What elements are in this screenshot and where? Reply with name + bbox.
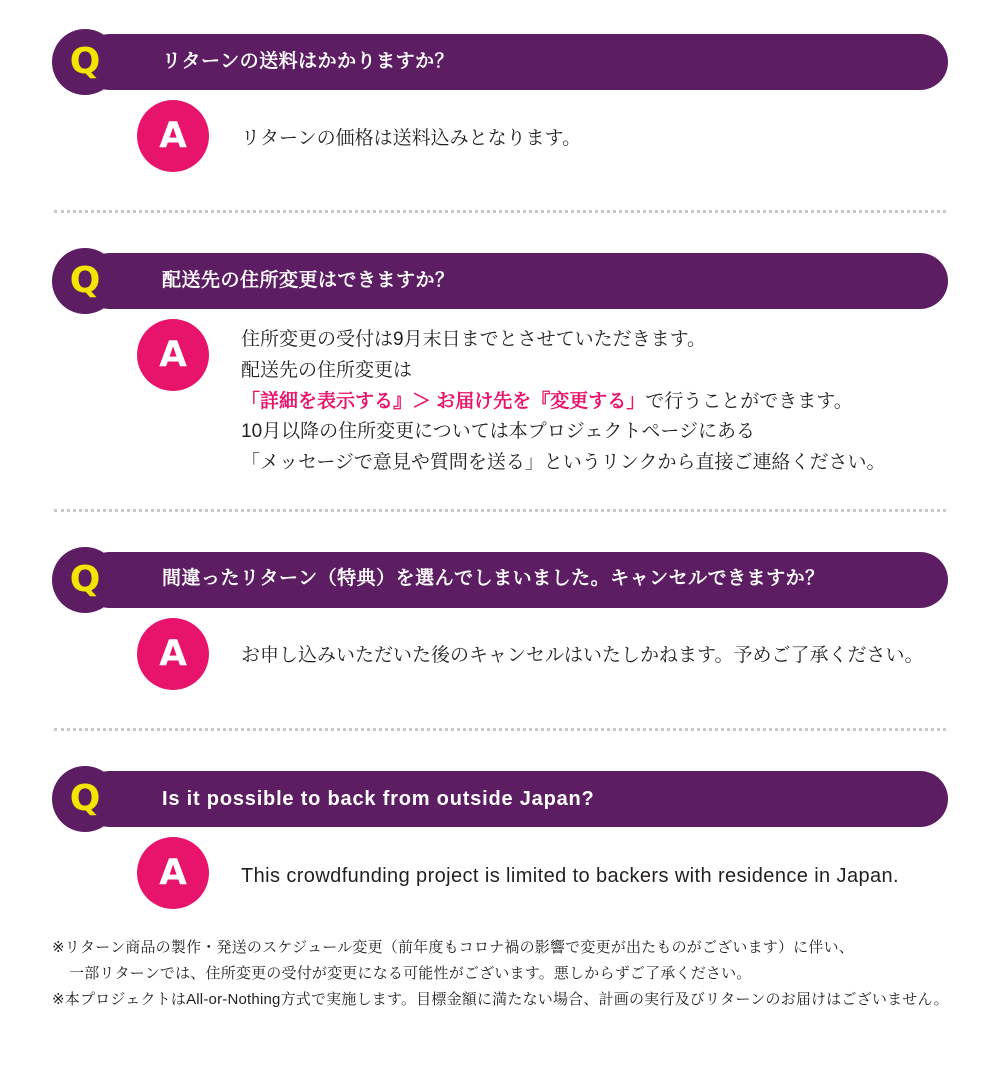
- faq-answer-line: [241, 325, 885, 356]
- faq-question-row: [52, 253, 948, 309]
- question-badge: [52, 766, 118, 832]
- faq-answer-segment: 10月以降の住所変更については本プロジェクトページにある: [241, 421, 755, 443]
- footnotes: [52, 935, 948, 1014]
- faq-answer-segment: This crowdfunding project is limited to backers with residence in Japan.: [241, 864, 899, 887]
- faq-answer-line: [241, 641, 923, 672]
- spacer: [52, 690, 948, 728]
- faq-answer-row: [52, 618, 948, 690]
- faq-answer-segment: で行うことができます。: [645, 390, 853, 412]
- faq-question-row: [52, 771, 948, 827]
- faq-answer-row: [52, 837, 948, 909]
- spacer: [52, 479, 948, 509]
- faq-item: [52, 552, 948, 690]
- faq-question-text: リターンの送料はかかりますか？: [162, 50, 455, 72]
- question-letter: Q: [69, 777, 101, 819]
- spacer: [52, 213, 948, 253]
- faq-answer-text: [241, 854, 899, 892]
- faq-question-bar: [82, 34, 948, 90]
- faq-question-bar: [82, 771, 948, 827]
- faq-answer-line: [241, 417, 885, 448]
- answer-badge: [137, 100, 209, 172]
- faq-answer-row: [52, 319, 948, 479]
- faq-question-row: [52, 34, 948, 90]
- faq-item: [52, 253, 948, 479]
- faq-item: [52, 34, 948, 172]
- faq-answer-segment: 配送先の住所変更は: [241, 359, 413, 381]
- faq-question-bar: [82, 552, 948, 608]
- answer-letter: A: [159, 851, 187, 893]
- answer-badge: [137, 618, 209, 690]
- faq-answer-segment: お申し込みいただいた後のキャンセルはいたしかねます。予めご了承ください。: [241, 645, 924, 667]
- faq-question-text: Is it possible to back from outside Japan?: [162, 787, 595, 810]
- question-letter: Q: [69, 558, 101, 600]
- answer-badge: [137, 837, 209, 909]
- question-badge: [52, 547, 118, 613]
- faq-answer-segment: 「メッセージで意見や質問を送る」というリンクから直接ご連絡ください。: [241, 452, 886, 474]
- faq-answer-row: [52, 100, 948, 172]
- question-badge: [52, 29, 118, 95]
- faq-answer-line: [241, 124, 581, 155]
- question-letter: Q: [69, 41, 101, 82]
- answer-badge: [137, 319, 209, 391]
- answer-letter: A: [159, 115, 187, 156]
- faq-answer-segment: 「詳細を表示する』＞ お届け先を『変更する」: [241, 390, 646, 412]
- faq-answer-line: [241, 448, 885, 479]
- footnote-line: 一部リターンでは、住所変更の受付が変更になる可能性がございます。悪しからずご了承ください。: [69, 965, 752, 983]
- faq-question-text: 間違ったリターン（特典）を選んでしまいました。キャンセルできますか？: [162, 568, 825, 590]
- answer-letter: A: [159, 632, 187, 674]
- faq-answer-segment: 住所変更の受付は9月末日までとさせていただきます。: [241, 329, 707, 350]
- spacer: [52, 512, 948, 552]
- footnote-line: ※リターン商品の製作・発送のスケジュール変更（前年度もコロナ禍の影響で変更が出たものがございます）に伴い、: [52, 938, 854, 956]
- faq-item: [52, 771, 948, 909]
- faq-answer-text: [241, 635, 923, 672]
- faq-question-row: [52, 552, 948, 608]
- faq-question-bar: [82, 253, 948, 309]
- footnote-line: ※本プロジェクトはAll-or-Nothing方式で実施します。目標金額に満たない場合、計画の実行及びリターンのお届けはございません。: [52, 991, 949, 1009]
- answer-letter: A: [159, 334, 187, 375]
- faq-answer-line: [241, 356, 885, 387]
- faq-answer-line: [241, 387, 885, 418]
- faq-list: [52, 34, 948, 909]
- faq-question-text: 配送先の住所変更はできますか？: [162, 269, 455, 291]
- faq-answer-text: [241, 118, 581, 155]
- faq-answer-segment: リターンの価格は送料込みとなります。: [241, 127, 582, 149]
- question-letter: Q: [69, 260, 101, 301]
- question-badge: [52, 248, 118, 314]
- spacer: [52, 172, 948, 210]
- spacer: [52, 731, 948, 771]
- faq-answer-line: [241, 860, 899, 892]
- faq-answer-text: [241, 319, 885, 479]
